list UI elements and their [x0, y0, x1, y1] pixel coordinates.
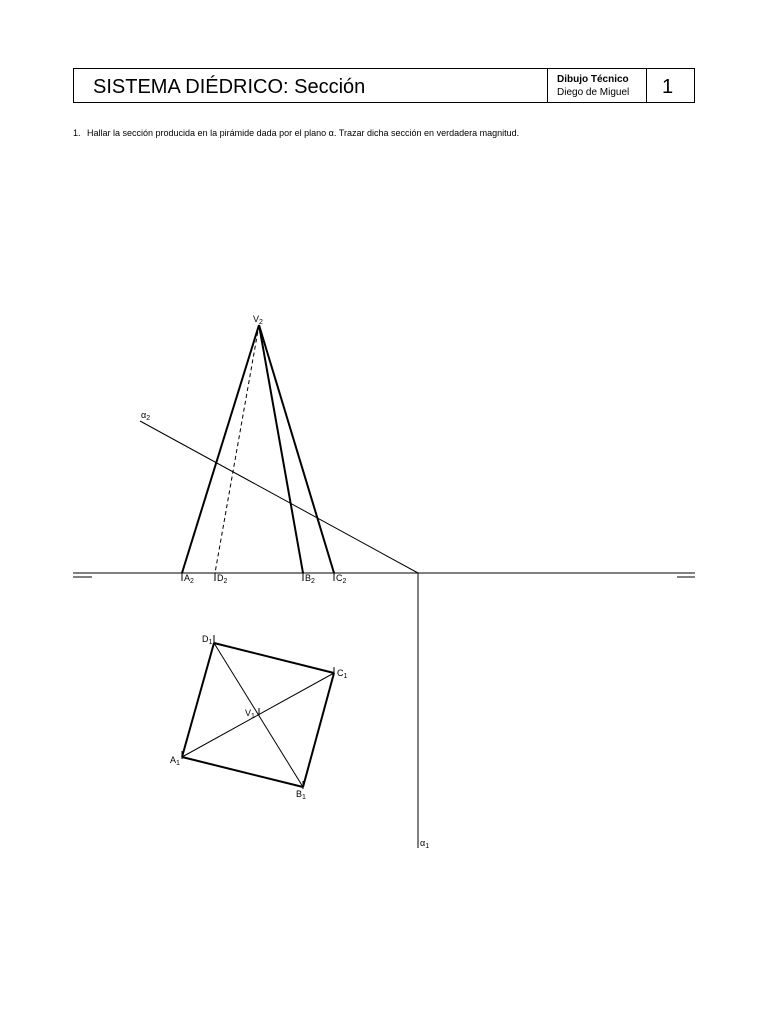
- author-label: Diego de Miguel: [557, 87, 630, 98]
- label-d2: $D_2$: [217, 573, 228, 585]
- label-d1: $D_1$: [202, 634, 213, 646]
- subject-label: Dibujo Técnico: [557, 74, 629, 85]
- label-b2: $B_2$: [305, 573, 315, 585]
- base-edge-c1-b1: [303, 673, 334, 787]
- alpha-vertical-trace: [140, 421, 418, 573]
- label-c2: $C_2$: [336, 573, 347, 585]
- exercise-number: 1.: [73, 128, 81, 138]
- label-b1: $B_1$: [296, 789, 306, 801]
- edge-v2-a2: [182, 325, 259, 573]
- edge-v2-d2-hidden: [215, 325, 259, 573]
- plan-edge-a1-c1: [182, 673, 334, 757]
- label-v1: $V_1$: [245, 708, 255, 720]
- label-v2: $V_2$: [253, 314, 263, 326]
- label-a1: $A_1$: [170, 755, 180, 767]
- label-alpha1: $\alpha_1$: [420, 838, 430, 850]
- sheet-number: 1: [662, 76, 674, 98]
- label-c1: $C_1$: [337, 668, 348, 680]
- label-alpha2: $\alpha_2$: [141, 410, 151, 422]
- base-edge-b1-a1: [182, 757, 303, 787]
- sheet-title: SISTEMA DIÉDRICO: Sección: [93, 76, 366, 98]
- label-a2: $A_2$: [184, 573, 194, 585]
- base-edge-d1-c1: [214, 643, 334, 673]
- exercise-text: Hallar la sección producida en la pirámide dada por el plano α. Trazar dicha sección en verdadera magnitud.: [87, 128, 520, 138]
- base-edge-a1-d1: [182, 643, 214, 757]
